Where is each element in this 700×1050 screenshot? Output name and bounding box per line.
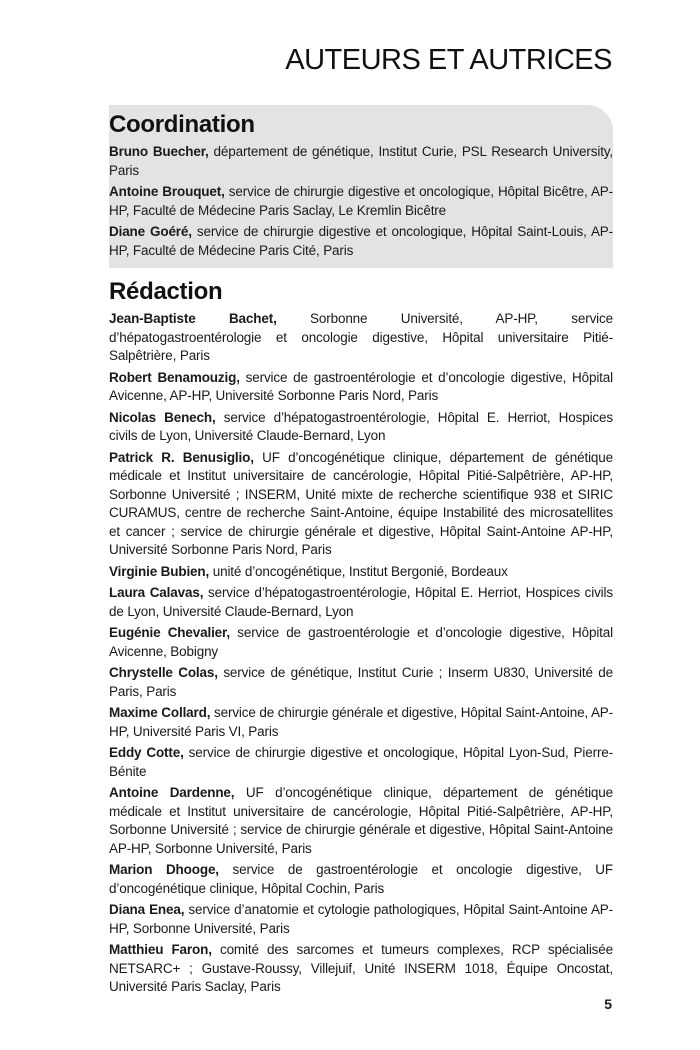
author-affiliation: service de chirurgie digestive et oncologique, Hôpital Saint-Louis, AP-HP, Faculté de Médecine Paris Cité, Paris [109, 224, 614, 258]
author-affiliation: UF d’oncogénétique clinique, département de génétique médicale et Institut universitaire de cancérologie, Hôpital Pitié-Salpêtrière, AP-HP, Sorbonne Université ; INSERM, Unité mixte de recherche scientifique 938 et SIRIC CURAMUS, centre de recherche Saint-Antoine, équipe Instabilité des microsatellites et cancer ; service de chirurgie générale et digestive, Hôpital Saint-Antoine AP-HP, Université Sorbonne Paris Nord, Paris [109, 449, 613, 557]
author-entry [109, 223, 613, 260]
author-name: Matthieu Faron, [109, 942, 212, 957]
author-name: Eugénie Chevalier, [109, 625, 230, 640]
author-entry [109, 310, 613, 366]
author-name: Chrystelle Colas, [109, 665, 218, 680]
section-title-coordination: Coordination [109, 111, 255, 138]
author-affiliation: comité des sarcomes et tumeurs complexes, RCP spécialisée NETSARC+ ; Gustave-Roussy, Villejuif, Unité INSERM 1018, Équipe Oncostat, Université Paris Saclay, Paris [109, 942, 613, 994]
author-name: Antoine Brouquet, [109, 184, 225, 199]
author-affiliation: UF d’oncogénétique clinique, département de génétique médicale et Institut universitaire de cancérologie, Hôpital Pitié-Salpêtrière, AP-HP, Sorbonne Université ; service de chirurgie générale et digestive, Hôpital Saint-Antoine AP-HP, Sorbonne Université, Paris [109, 785, 613, 856]
author-entry [109, 369, 613, 406]
page-number: 5 [604, 996, 612, 1012]
author-affiliation: service de génétique, Institut Curie ; Inserm U830, Université de Paris, Paris [109, 665, 613, 699]
author-affiliation: service de chirurgie générale et digestive, Hôpital Saint-Antoine, AP-HP, Université Paris VI, Paris [109, 705, 614, 739]
author-entry [109, 409, 613, 446]
author-name: Diana Enea, [109, 902, 185, 917]
author-entry [109, 584, 613, 621]
author-entry [109, 784, 613, 858]
author-name: Nicolas Benech, [109, 409, 216, 425]
redaction-section [109, 278, 613, 1000]
author-entry [109, 624, 613, 661]
author-affiliation: service de gastroentérologie et d’oncologie digestive, Hôpital Avicenne, AP-HP, Université Sorbonne Paris Nord, Paris [109, 369, 613, 403]
author-name: Antoine Dardenne, [109, 785, 235, 800]
author-name: Marion Dhooge, [109, 862, 219, 877]
author-affiliation: service d’hépatogastroentérologie, Hôpital E. Herriot, Hospices civils de Lyon, Université Claude-Bernard, Lyon [109, 585, 613, 619]
author-name: Robert Benamouzig, [109, 369, 240, 385]
author-name: Laura Calavas, [109, 585, 204, 600]
author-entry [109, 183, 613, 220]
author-entry [109, 941, 613, 997]
author-name: Jean-Baptiste Bachet, [109, 311, 277, 326]
author-name: Maxime Collard, [109, 705, 211, 720]
author-entry [109, 664, 613, 701]
page-title: AUTEURS ET AUTRICES [285, 44, 612, 76]
author-name: Patrick R. Benusiglio, [109, 449, 254, 465]
author-affiliation: département de génétique, Institut Curie, PSL Research University, Paris [109, 144, 613, 178]
author-affiliation: service de chirurgie digestive et oncologique, Hôpital Bicêtre, AP-HP, Faculté de Médecine Paris Saclay, Le Kremlin Bicêtre [109, 184, 614, 218]
author-affiliation: service d’anatomie et cytologie pathologiques, Hôpital Saint-Antoine AP-HP, Sorbonne Université, Paris [109, 902, 613, 936]
author-affiliation: service de gastroentérologie et oncologie digestive, UF d’oncogénétique clinique, Hôpital Cochin, Paris [109, 862, 613, 896]
coordination-section [109, 105, 613, 268]
author-name: Bruno Buecher, [109, 144, 209, 159]
author-name: Eddy Cotte, [109, 745, 184, 760]
author-entry [109, 563, 613, 582]
author-affiliation: service de chirurgie digestive et oncologique, Hôpital Lyon-Sud, Pierre-Bénite [109, 745, 613, 779]
author-affiliation: Sorbonne Université, AP-HP, service d’hépatogastroentérologie et oncologie digestive, Hôpital universitaire Pitié-Salpêtrière, Paris [109, 311, 613, 363]
author-entry [109, 901, 613, 938]
author-entry [109, 861, 613, 898]
author-affiliation: service d’hépatogastroentérologie, Hôpital E. Herriot, Hospices civils de Lyon, Université Claude-Bernard, Lyon [109, 409, 613, 443]
author-affiliation: unité d’oncogénétique, Institut Bergonié, Bordeaux [209, 563, 508, 579]
author-entry [109, 704, 613, 741]
author-entry [109, 744, 613, 781]
section-title-redaction: Rédaction [109, 278, 223, 305]
author-name: Virginie Bubien, [109, 563, 210, 579]
author-affiliation: service de gastroentérologie et d’oncologie digestive, Hôpital Avicenne, Bobigny [109, 625, 613, 659]
author-entry [109, 449, 613, 560]
author-name: Diane Goéré, [109, 224, 192, 239]
author-entry [109, 143, 613, 180]
